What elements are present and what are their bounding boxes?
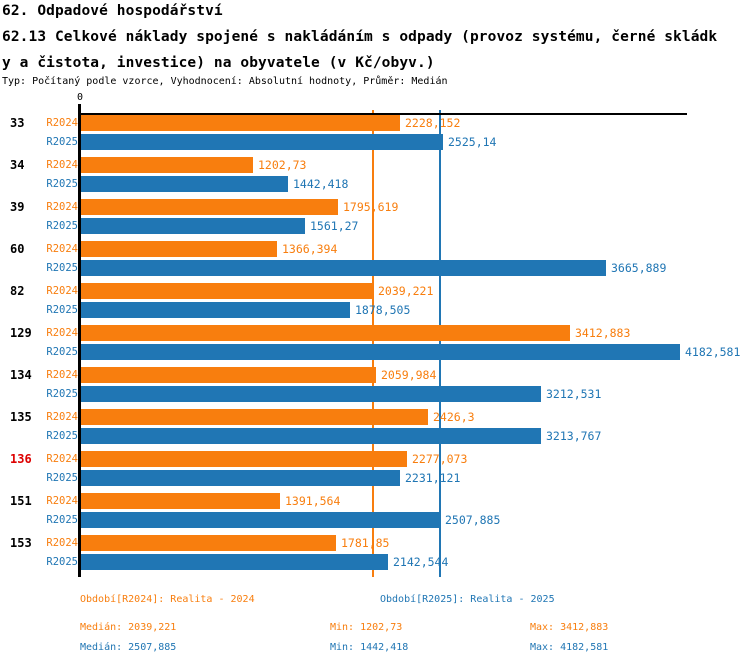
series-label-r2025: R2025 bbox=[46, 136, 78, 148]
bar-value-r2025: 2507,885 bbox=[445, 513, 501, 527]
series-label-r2024: R2024 bbox=[46, 411, 78, 423]
bar-r2025 bbox=[81, 428, 541, 444]
stat-median-r2025: Medián: 2507,885 bbox=[80, 642, 177, 653]
indicator-title-line1: 62.13 Celkové náklady spojené s nakládáním s odpady (provoz systému, černé skládk bbox=[2, 29, 718, 45]
series-label-r2025: R2025 bbox=[46, 178, 78, 190]
bar-r2024 bbox=[81, 367, 376, 383]
series-label-r2024: R2024 bbox=[46, 369, 78, 381]
bar-r2025 bbox=[81, 470, 400, 486]
bar-r2024 bbox=[81, 115, 400, 131]
bar-r2025 bbox=[81, 176, 288, 192]
category-label: 151 bbox=[10, 494, 32, 508]
bar-r2025 bbox=[81, 344, 680, 360]
legend-r2025: Období[R2025]: Realita - 2025 bbox=[380, 594, 555, 605]
series-label-r2024: R2024 bbox=[46, 117, 78, 129]
stat-max-r2025: Max: 4182,581 bbox=[530, 642, 609, 653]
series-label-r2024: R2024 bbox=[46, 285, 78, 297]
bar-r2024 bbox=[81, 325, 570, 341]
series-label-r2024: R2024 bbox=[46, 453, 78, 465]
bar-value-r2025: 4182,581 bbox=[685, 345, 741, 359]
series-label-r2025: R2025 bbox=[46, 346, 78, 358]
bar-value-r2025: 1878,505 bbox=[355, 303, 411, 317]
series-label-r2025: R2025 bbox=[46, 472, 78, 484]
series-label-r2024: R2024 bbox=[46, 327, 78, 339]
chart-meta-line: Typ: Počítaný podle vzorce, Vyhodnocení: Absolutní hodnoty, Průměr: Medián bbox=[2, 76, 448, 87]
stat-median-r2024: Medián: 2039,221 bbox=[80, 622, 177, 633]
category-label: 135 bbox=[10, 410, 32, 424]
category-label: 134 bbox=[10, 368, 32, 382]
series-label-r2024: R2024 bbox=[46, 159, 78, 171]
series-label-r2024: R2024 bbox=[46, 243, 78, 255]
bar-r2024 bbox=[81, 451, 407, 467]
bar-value-r2025: 2231,121 bbox=[405, 471, 461, 485]
category-label: 34 bbox=[10, 158, 25, 172]
bar-value-r2024: 2426,3 bbox=[433, 410, 475, 424]
bar-value-r2025: 2525,14 bbox=[448, 135, 497, 149]
stat-min-r2024: Min: 1202,73 bbox=[330, 622, 403, 633]
category-label: 129 bbox=[10, 326, 32, 340]
bar-r2025 bbox=[81, 302, 350, 318]
bar-r2024 bbox=[81, 241, 277, 257]
category-label: 60 bbox=[10, 242, 25, 256]
x-axis-zero-label: 0 bbox=[76, 92, 84, 103]
bar-r2024 bbox=[81, 493, 280, 509]
bar-value-r2024: 3412,883 bbox=[575, 326, 631, 340]
series-label-r2025: R2025 bbox=[46, 262, 78, 274]
category-label: 136 bbox=[10, 452, 32, 466]
stat-min-r2025: Min: 1442,418 bbox=[330, 642, 409, 653]
indicator-title-line2: y a čistota, investice) na obyvatele (v Kč/obyv.) bbox=[2, 55, 435, 71]
y-axis-line bbox=[78, 104, 81, 577]
bar-value-r2024: 1795,619 bbox=[343, 200, 399, 214]
bar-r2024 bbox=[81, 199, 338, 215]
bar-value-r2024: 2277,073 bbox=[412, 452, 468, 466]
category-label: 39 bbox=[10, 200, 25, 214]
bar-r2025 bbox=[81, 260, 606, 276]
bar-r2025 bbox=[81, 134, 443, 150]
bar-r2025 bbox=[81, 218, 305, 234]
bar-r2025 bbox=[81, 512, 440, 528]
bar-value-r2025: 1561,27 bbox=[310, 219, 359, 233]
category-label: 82 bbox=[10, 284, 25, 298]
bar-r2024 bbox=[81, 283, 373, 299]
bar-value-r2025: 1442,418 bbox=[293, 177, 349, 191]
bar-value-r2024: 1366,394 bbox=[282, 242, 338, 256]
series-label-r2024: R2024 bbox=[46, 201, 78, 213]
series-label-r2025: R2025 bbox=[46, 304, 78, 316]
series-label-r2025: R2025 bbox=[46, 556, 78, 568]
bar-value-r2024: 1781,85 bbox=[341, 536, 390, 550]
bar-value-r2025: 3665,889 bbox=[611, 261, 667, 275]
legend-r2024: Období[R2024]: Realita - 2024 bbox=[80, 594, 255, 605]
bar-value-r2024: 2039,221 bbox=[378, 284, 434, 298]
section-title: 62. Odpadové hospodářství bbox=[2, 3, 223, 19]
bar-value-r2025: 3212,531 bbox=[546, 387, 602, 401]
bar-r2024 bbox=[81, 157, 253, 173]
bar-r2024 bbox=[81, 535, 336, 551]
bar-value-r2025: 3213,767 bbox=[546, 429, 602, 443]
plot-top-border bbox=[78, 113, 687, 115]
bar-value-r2025: 2142,544 bbox=[393, 555, 449, 569]
bar-value-r2024: 2228,152 bbox=[405, 116, 461, 130]
series-label-r2024: R2024 bbox=[46, 495, 78, 507]
series-label-r2025: R2025 bbox=[46, 220, 78, 232]
series-label-r2025: R2025 bbox=[46, 430, 78, 442]
bar-r2025 bbox=[81, 386, 541, 402]
series-label-r2025: R2025 bbox=[46, 514, 78, 526]
bar-r2025 bbox=[81, 554, 388, 570]
bar-value-r2024: 1391,564 bbox=[285, 494, 341, 508]
bar-value-r2024: 1202,73 bbox=[258, 158, 307, 172]
series-label-r2024: R2024 bbox=[46, 537, 78, 549]
category-label: 153 bbox=[10, 536, 32, 550]
series-label-r2025: R2025 bbox=[46, 388, 78, 400]
bar-r2024 bbox=[81, 409, 428, 425]
bar-value-r2024: 2059,984 bbox=[381, 368, 437, 382]
stat-max-r2024: Max: 3412,883 bbox=[530, 622, 609, 633]
category-label: 33 bbox=[10, 116, 25, 130]
